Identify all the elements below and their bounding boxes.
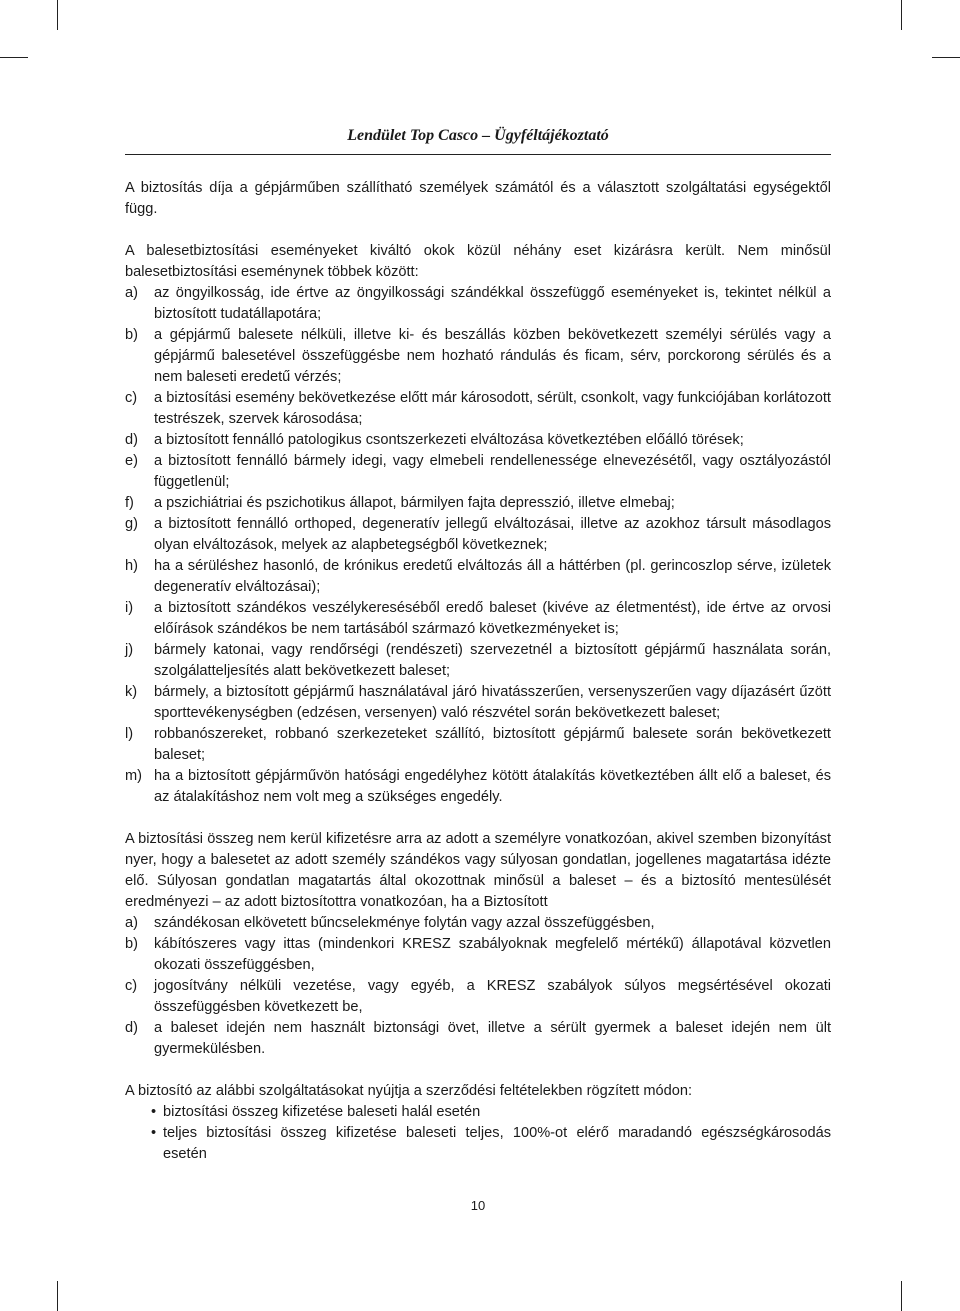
list-item <box>125 913 831 934</box>
list-marker: g) <box>125 516 138 532</box>
list-item <box>125 451 831 493</box>
list-item <box>125 934 831 976</box>
list-marker: l) <box>125 726 134 742</box>
list-item <box>125 682 831 724</box>
list-marker: b) <box>125 936 138 952</box>
list-item <box>125 388 831 430</box>
list-text: az öngyilkosság, ide értve az öngyilkossági szándékkal összefüggő eseményeket is, tekintet nélkül a biztosított tudatállapotára; <box>154 285 831 322</box>
list-marker: a) <box>125 285 138 301</box>
list-marker: a) <box>125 915 138 931</box>
list-item <box>125 283 831 325</box>
bullet-item <box>125 1123 831 1165</box>
header-rule <box>125 154 831 155</box>
paragraph-fee: A biztosítás díja a gépjárműben szállítható személyek számától és a választott szolgáltatási egységektől függ. <box>125 180 831 217</box>
crop-mark <box>901 0 902 30</box>
list-text: a biztosított szándékos veszélykereséséből eredő baleset (kivéve az életmentést), ide értve az orvosi előírások szándékos be nem tartásából származó következményeket is; <box>154 600 831 637</box>
crop-mark <box>932 57 960 58</box>
list-marker: j) <box>125 642 134 658</box>
list-item <box>125 493 831 514</box>
bullet-marker: • <box>151 1104 157 1120</box>
list-text: a pszichiátriai és pszichotikus állapot, bármilyen fajta depresszió, illetve elmebaj; <box>154 495 675 511</box>
list-marker: i) <box>125 600 134 616</box>
list-marker: c) <box>125 390 138 406</box>
list-item <box>125 556 831 598</box>
bullet-item <box>125 1102 831 1123</box>
bullet-text: biztosítási összeg kifizetése baleseti halál esetén <box>163 1104 481 1120</box>
page-number: 10 <box>470 1198 486 1213</box>
list-text: bármely, a biztosított gépjármű használatával járó hivatásszerűen, versenyszerűen vagy díjazásért űzött sporttevékenységben (edzésen, versenyen) való részvétel során bekövetkezett baleset; <box>154 684 831 721</box>
list-text: a biztosított fennálló patologikus csontszerkezeti elváltozása következtében előálló törések; <box>154 432 744 448</box>
list-marker: m) <box>125 768 143 784</box>
list-text: ha a biztosított gépjárművön hatósági engedélyhez kötött átalakítás következtében állt elő a baleset, és az átalakításhoz nem volt meg a szükséges engedély. <box>154 768 831 805</box>
list-marker: c) <box>125 978 138 994</box>
list-text: a biztosított fennálló orthoped, degeneratív jellegű elváltozásai, illetve az azokhoz társult másodlagos olyan elváltozások, melyek az alapbetegségből következnek; <box>154 516 831 553</box>
list-item <box>125 724 831 766</box>
list-text: kábítószeres vagy ittas (mindenkori KRESZ szabályoknak megfelelő mértékű) állapotával közvetlen okozati összefüggésben, <box>154 936 831 973</box>
list-item <box>125 766 831 808</box>
services-list <box>125 1102 831 1165</box>
list-text: bármely katonai, vagy rendőrségi (rendészeti) szervezetnél a biztosított gépjármű használata során, szolgálatteljesítés alatt bekövetkezett baleset; <box>154 642 831 679</box>
crop-mark <box>901 1281 902 1311</box>
list-marker: h) <box>125 558 138 574</box>
list-marker: d) <box>125 432 138 448</box>
list-marker: b) <box>125 327 138 343</box>
list-item <box>125 598 831 640</box>
page-header-title: Lendület Top Casco – Ügyféltájékoztató <box>347 127 609 144</box>
list-item <box>125 430 831 451</box>
list-text: szándékosan elkövetett bűncselekménye folytán vagy azzal összefüggésben, <box>154 915 655 931</box>
list-marker: e) <box>125 453 138 469</box>
list-text: a gépjármű balesete nélküli, illetve ki- és beszállás közben bekövetkezett személyi sérülés vagy a gépjármű balesetével összefüggésbe nem hozható rándulás és ficam, sérv, porckorong sérülés és a nem baleseti eredetű vérzés; <box>154 327 831 385</box>
list-item <box>125 1018 831 1060</box>
list-item <box>125 325 831 388</box>
paragraph-exclusions-intro: A balesetbiztosítási eseményeket kiváltó okok közül néhány eset kizárásra került. Nem minősül balesetbiztosítási eseménynek többek között: <box>125 243 831 280</box>
document-body <box>125 178 831 1165</box>
crop-mark <box>57 1281 58 1311</box>
list-marker: f) <box>125 495 134 511</box>
list-text: a biztosítási esemény bekövetkezése előtt már károsodott, sérült, csonkolt, vagy funkciójában korlátozott testrészek, szervek károsodása; <box>154 390 831 427</box>
list-marker: d) <box>125 1020 138 1036</box>
list-text: a biztosított fennálló bármely idegi, vagy elmebeli rendellenessége elnevezésétől, vagy osztályozástól függetlenül; <box>154 453 831 490</box>
list-text: robbanószereket, robbanó szerkezeteket szállító, biztosított gépjármű balesete során bekövetkezett baleset; <box>154 726 831 763</box>
exclusion-list <box>125 283 831 808</box>
negligence-list <box>125 913 831 1060</box>
bullet-marker: • <box>151 1125 157 1141</box>
list-text: a baleset idején nem használt biztonsági övet, illetve a sérült gyermek a baleset idején nem ült gyermekülésben. <box>154 1020 831 1057</box>
crop-mark <box>57 0 58 30</box>
list-item <box>125 640 831 682</box>
list-item <box>125 514 831 556</box>
list-marker: k) <box>125 684 138 700</box>
list-item <box>125 976 831 1018</box>
paragraph-non-payment: A biztosítási összeg nem kerül kifizetésre arra az adott a személyre vonatkozóan, akivel szemben bizonyítást nyer, hogy a balesetet az adott személy szándékos vagy súlyosan gondatlan, jogellenes magatartása idézte elő. Súlyosan gondatlan magatartás által okozottnak minősül a baleset – és a biztosító mentesülését eredményezi – az adott biztosítottra vonatkozóan, ha a Biztosított <box>125 831 831 910</box>
list-text: ha a sérüléshez hasonló, de krónikus eredetű elváltozás áll a háttérben (pl. gerincoszlop sérve, izületek degeneratív elváltozásai); <box>154 558 831 595</box>
bullet-text: teljes biztosítási összeg kifizetése baleseti teljes, 100%-ot elérő maradandó egészségkárosodás esetén <box>163 1125 831 1162</box>
paragraph-services-intro: A biztosító az alábbi szolgáltatásokat nyújtja a szerződési feltételekben rögzített módon: <box>125 1083 693 1099</box>
crop-mark <box>0 57 28 58</box>
list-text: jogosítvány nélküli vezetése, vagy egyéb, a KRESZ szabályok súlyos megsértésével okozati összefüggésben következett be, <box>154 978 831 1015</box>
